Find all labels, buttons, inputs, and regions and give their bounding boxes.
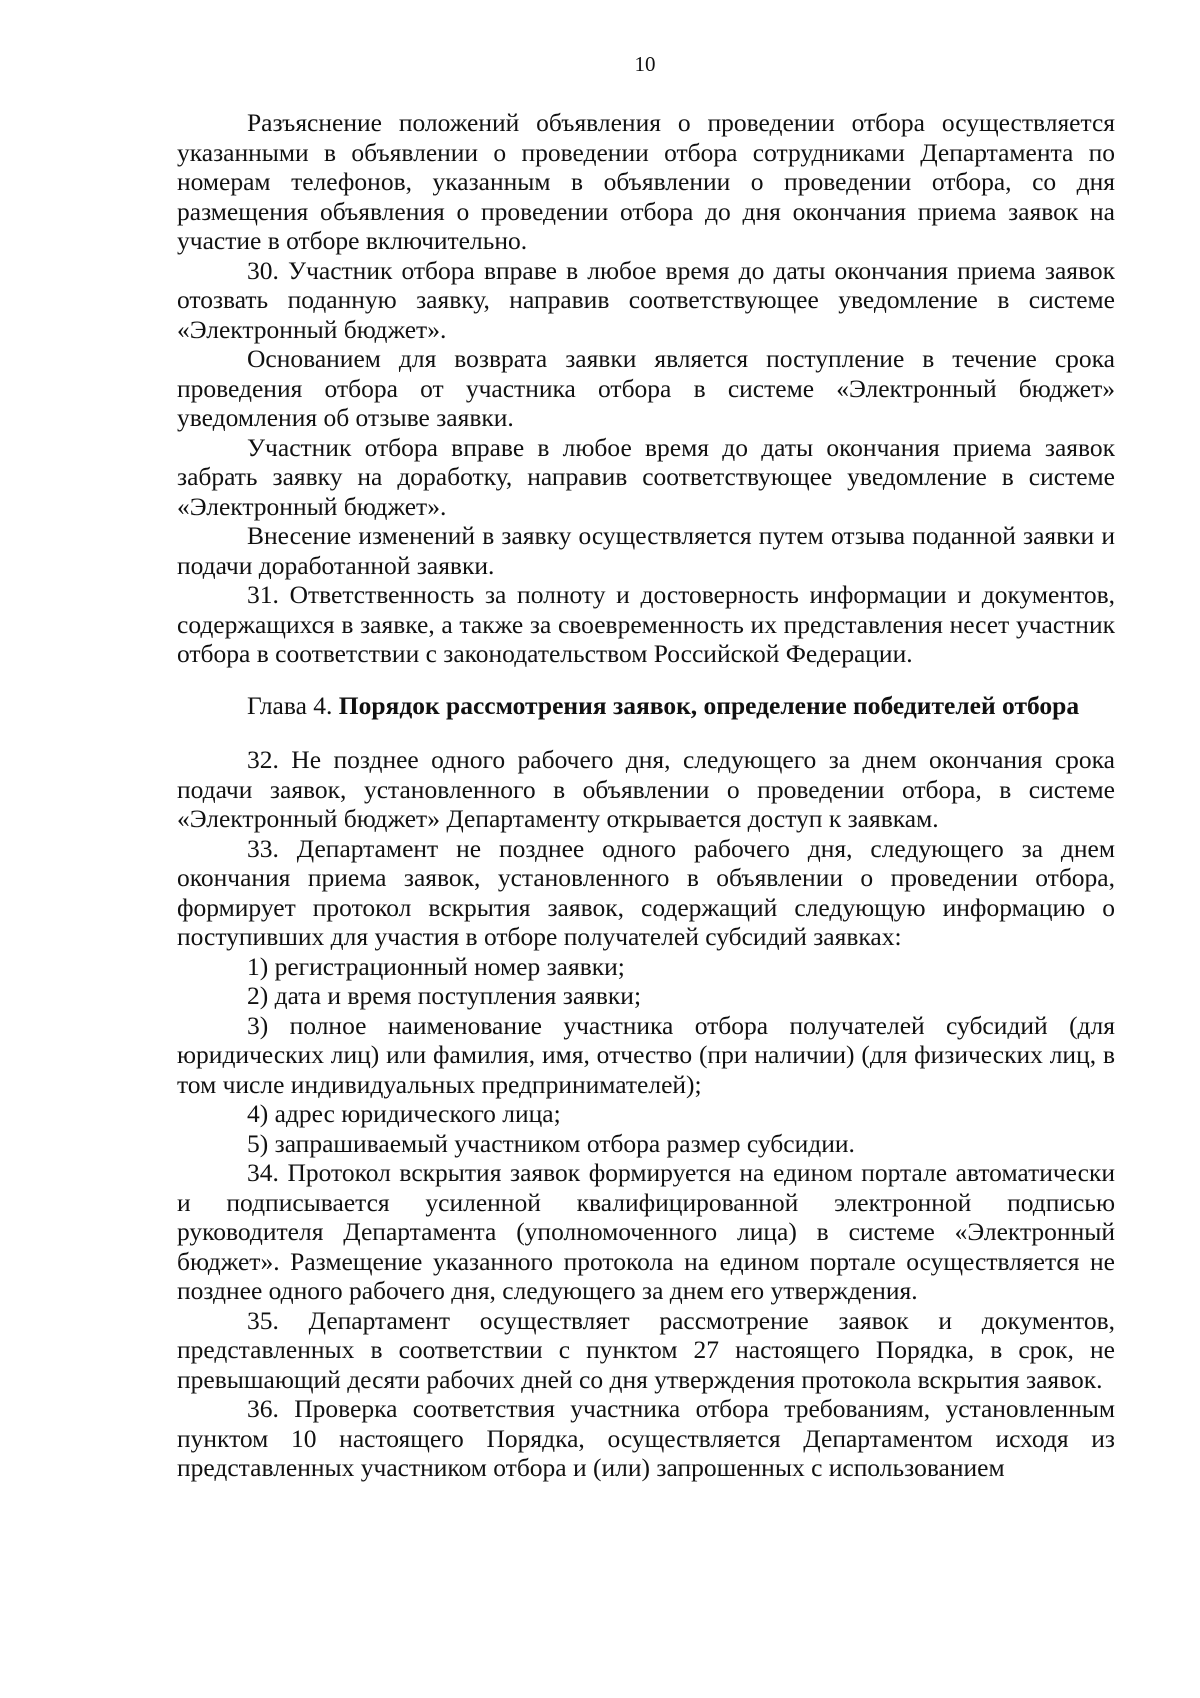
paragraph-36: 36. Проверка соответствия участника отбора требованиям, установленным пунктом 10 настоящего Порядка, осуществляется Департаментом исходя из представленных участником отбора и (или) запрошенных с использованием	[177, 1394, 1115, 1482]
list-item-4: 4) адрес юридического лица;	[247, 1099, 561, 1128]
paragraph-changes: Внесение изменений в заявку осуществляется путем отзыва поданной заявки и подачи доработанной заявки.	[177, 521, 1115, 580]
paragraph-rework: Участник отбора вправе в любое время до даты окончания приема заявок забрать заявку на доработку, направив соответствующее уведомление в системе «Электронный бюджет».	[177, 432, 1115, 521]
chapter-heading	[177, 691, 1115, 721]
paragraph-clarification: Разъяснение положений объявления о проведении отбора осуществляется указанными в объявлении о проведении отбора сотрудниками Департамента по номерам телефонов, указанным в объявлении о проведении отбора, со дня размещения объявления о проведении отбора до дня окончания приема заявок на участие в отборе включительно.	[177, 108, 1115, 255]
document-body	[177, 108, 1115, 1483]
list-item-2: 2) дата и время поступления заявки;	[247, 981, 642, 1010]
chapter-prefix: Глава 4.	[247, 690, 339, 720]
list-item-1: 1) регистрационный номер заявки;	[247, 951, 625, 981]
page-number: 10	[634, 52, 656, 76]
chapter-title: Порядок рассмотрения заявок, определение победителей отбора	[338, 690, 1080, 720]
paragraph-return-basis: Основанием для возврата заявки является поступление в течение срока проведения отбора от участника отбора в системе «Электронный бюджет» уведомления об отзыве заявки.	[177, 344, 1115, 432]
paragraph-32: 32. Не позднее одного рабочего дня, следующего за днем окончания срока подачи заявок, установленного в объявлении о проведении отбора, в системе «Электронный бюджет» Департаменту открывается доступ к заявкам.	[177, 745, 1115, 833]
paragraph-35: 35. Департамент осуществляет рассмотрение заявок и документов, представленных в соответствии с пунктом 27 настоящего Порядка, в срок, не превышающий десяти рабочих дней со дня утверждения протокола вскрытия заявок.	[177, 1305, 1115, 1394]
list-item-5: 5) запрашиваемый участником отбора размер субсидии.	[247, 1128, 855, 1158]
list-item-3: 3) полное наименование участника отбора получателей субсидий (для юридических лиц) или фамилия, имя, отчество (при наличии) (для физических лиц, в том числе индивидуальных предпринимателей);	[177, 1010, 1115, 1099]
paragraph-33: 33. Департамент не позднее одного рабочего дня, следующего за днем окончания приема заявок, установленного в объявлении о проведении отбора, формирует протокол вскрытия заявок, содержащий следующую информацию о поступивших для участия в отборе получателей субсидий заявках:	[177, 833, 1115, 951]
paragraph-34: 34. Протокол вскрытия заявок формируется на едином портале автоматически и подписывается усиленной квалифицированной электронной подписью руководителя Департамента (уполномоченного лица) в системе «Электронный бюджет». Размещение указанного протокола на едином портале осуществляется не позднее одного рабочего дня, следующего за днем его утверждения.	[177, 1158, 1115, 1305]
paragraph-31: 31. Ответственность за полноту и достоверность информации и документов, содержащихся в заявке, а также за своевременность их представления несет участник отбора в соответствии с законодательством Российской Федерации.	[177, 580, 1115, 668]
paragraph-30: 30. Участник отбора вправе в любое время до даты окончания приема заявок отозвать поданную заявку, направив соответствующее уведомление в системе «Электронный бюджет».	[177, 255, 1115, 344]
